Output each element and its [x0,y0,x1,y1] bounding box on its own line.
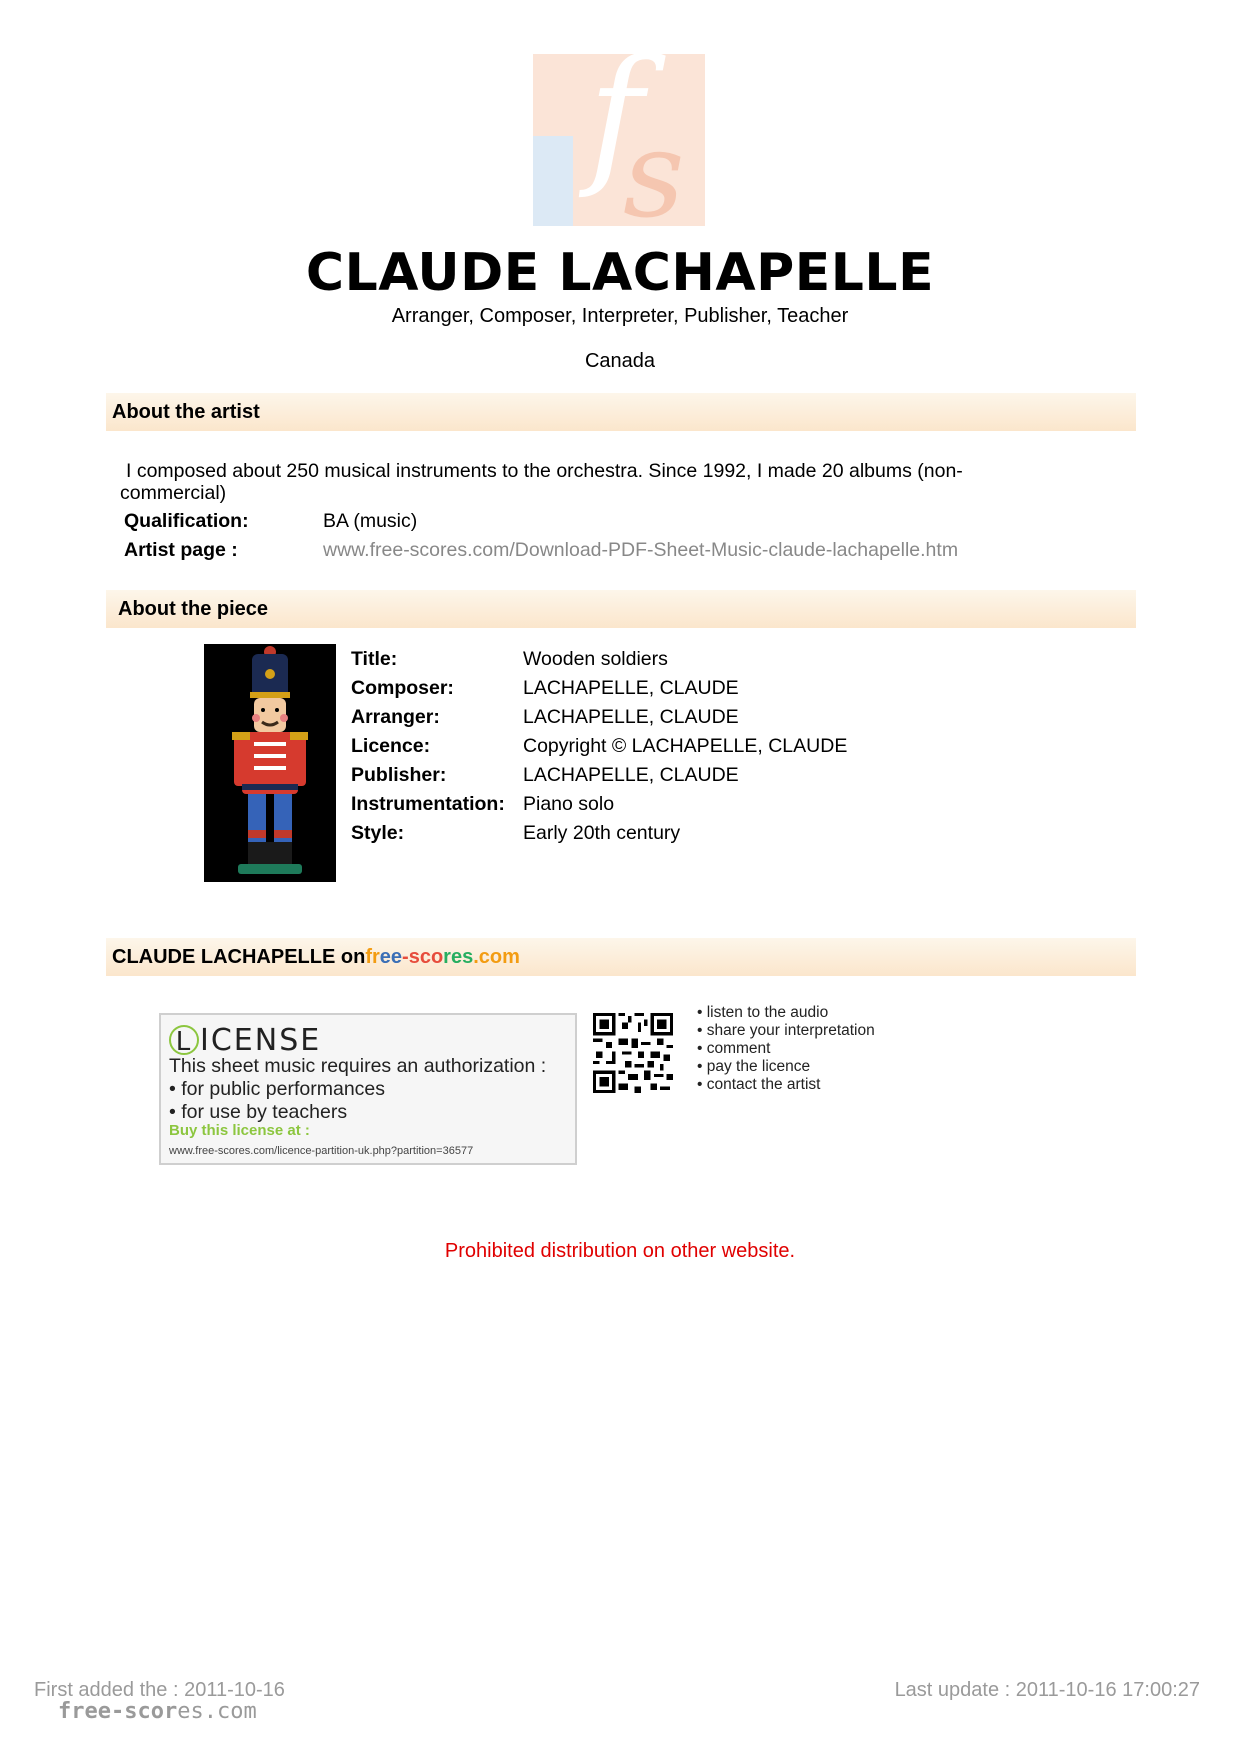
about-piece-header [106,590,1136,628]
feature-contact: • contact the artist [697,1076,821,1093]
qualification-label: Qualification: [124,510,249,532]
wooden-soldier-image [204,644,336,882]
license-line-2: • for public performances [169,1078,386,1100]
prohibited-notice: Prohibited distribution on other website. [444,1240,796,1262]
piece-instrumentation-label: Instrumentation: [351,793,505,815]
piece-publisher-label: Publisher: [351,764,447,786]
artist-name: CLAUDE LACHAPELLE [305,243,935,303]
free-scores-logo: f s [533,54,705,226]
on-site-heading: CLAUDE LACHAPELLE onfree-scores.com [106,938,520,976]
qr-code [593,1013,673,1093]
piece-licence-label: Licence: [351,735,431,757]
piece-title-value: Wooden soldiers [523,648,668,670]
piece-composer-value: LACHAPELLE, CLAUDE [523,677,739,699]
artist-page-label: Artist page : [124,539,238,561]
license-url-link[interactable]: www.free-scores.com/licence-partition-uk.php?partition=36577 [169,1145,474,1157]
feature-pay: • pay the licence [697,1058,811,1075]
license-line-3: • for use by teachers [169,1101,348,1123]
piece-instrumentation-value: Piano solo [523,793,615,815]
artist-page-link[interactable]: www.free-scores.com/Download-PDF-Sheet-Music-claude-lachapelle.htm [323,539,959,561]
about-piece-heading: About the piece [118,598,269,620]
about-artist-heading: About the artist [112,401,260,423]
first-added-date: First added the : 2011-10-16 [34,1679,285,1701]
piece-style-label: Style: [351,822,405,844]
about-artist-header [106,393,1136,431]
feature-list [697,1004,875,1094]
footer-brand: free-scores.com [58,1699,257,1724]
piece-licence-value: Copyright © LACHAPELLE, CLAUDE [523,735,848,757]
artist-bio: I composed about 250 musical instruments to the orchestra. Since 1992, I made 20 albums (non-commercial) [120,460,963,504]
feature-share: • share your interpretation [697,1022,875,1039]
piece-composer-label: Composer: [351,677,454,699]
piece-style-value: Early 20th century [523,822,681,844]
feature-listen: • listen to the audio [697,1004,829,1021]
last-update-date: Last update : 2011-10-16 17:00:27 [894,1679,1200,1701]
piece-arranger-value: LACHAPELLE, CLAUDE [523,706,739,728]
license-box [159,1013,577,1165]
piece-publisher-value: LACHAPELLE, CLAUDE [523,764,739,786]
license-heading: L ICENSE [169,1023,321,1058]
free-scores-brand[interactable]: free-scores.com [365,946,520,968]
piece-arranger-label: Arranger: [351,706,440,728]
artist-country: Canada [584,350,656,372]
license-line-1: This sheet music requires an authorization : [169,1055,547,1077]
on-site-header [106,938,1136,976]
piece-title-label: Title: [351,648,398,670]
license-buy-label: Buy this license at : [169,1122,310,1139]
artist-roles: Arranger, Composer, Interpreter, Publisher, Teacher [391,305,849,327]
qualification-value: BA (music) [323,510,418,532]
license-l-circle: L [169,1025,199,1055]
feature-comment: • comment [697,1040,771,1057]
